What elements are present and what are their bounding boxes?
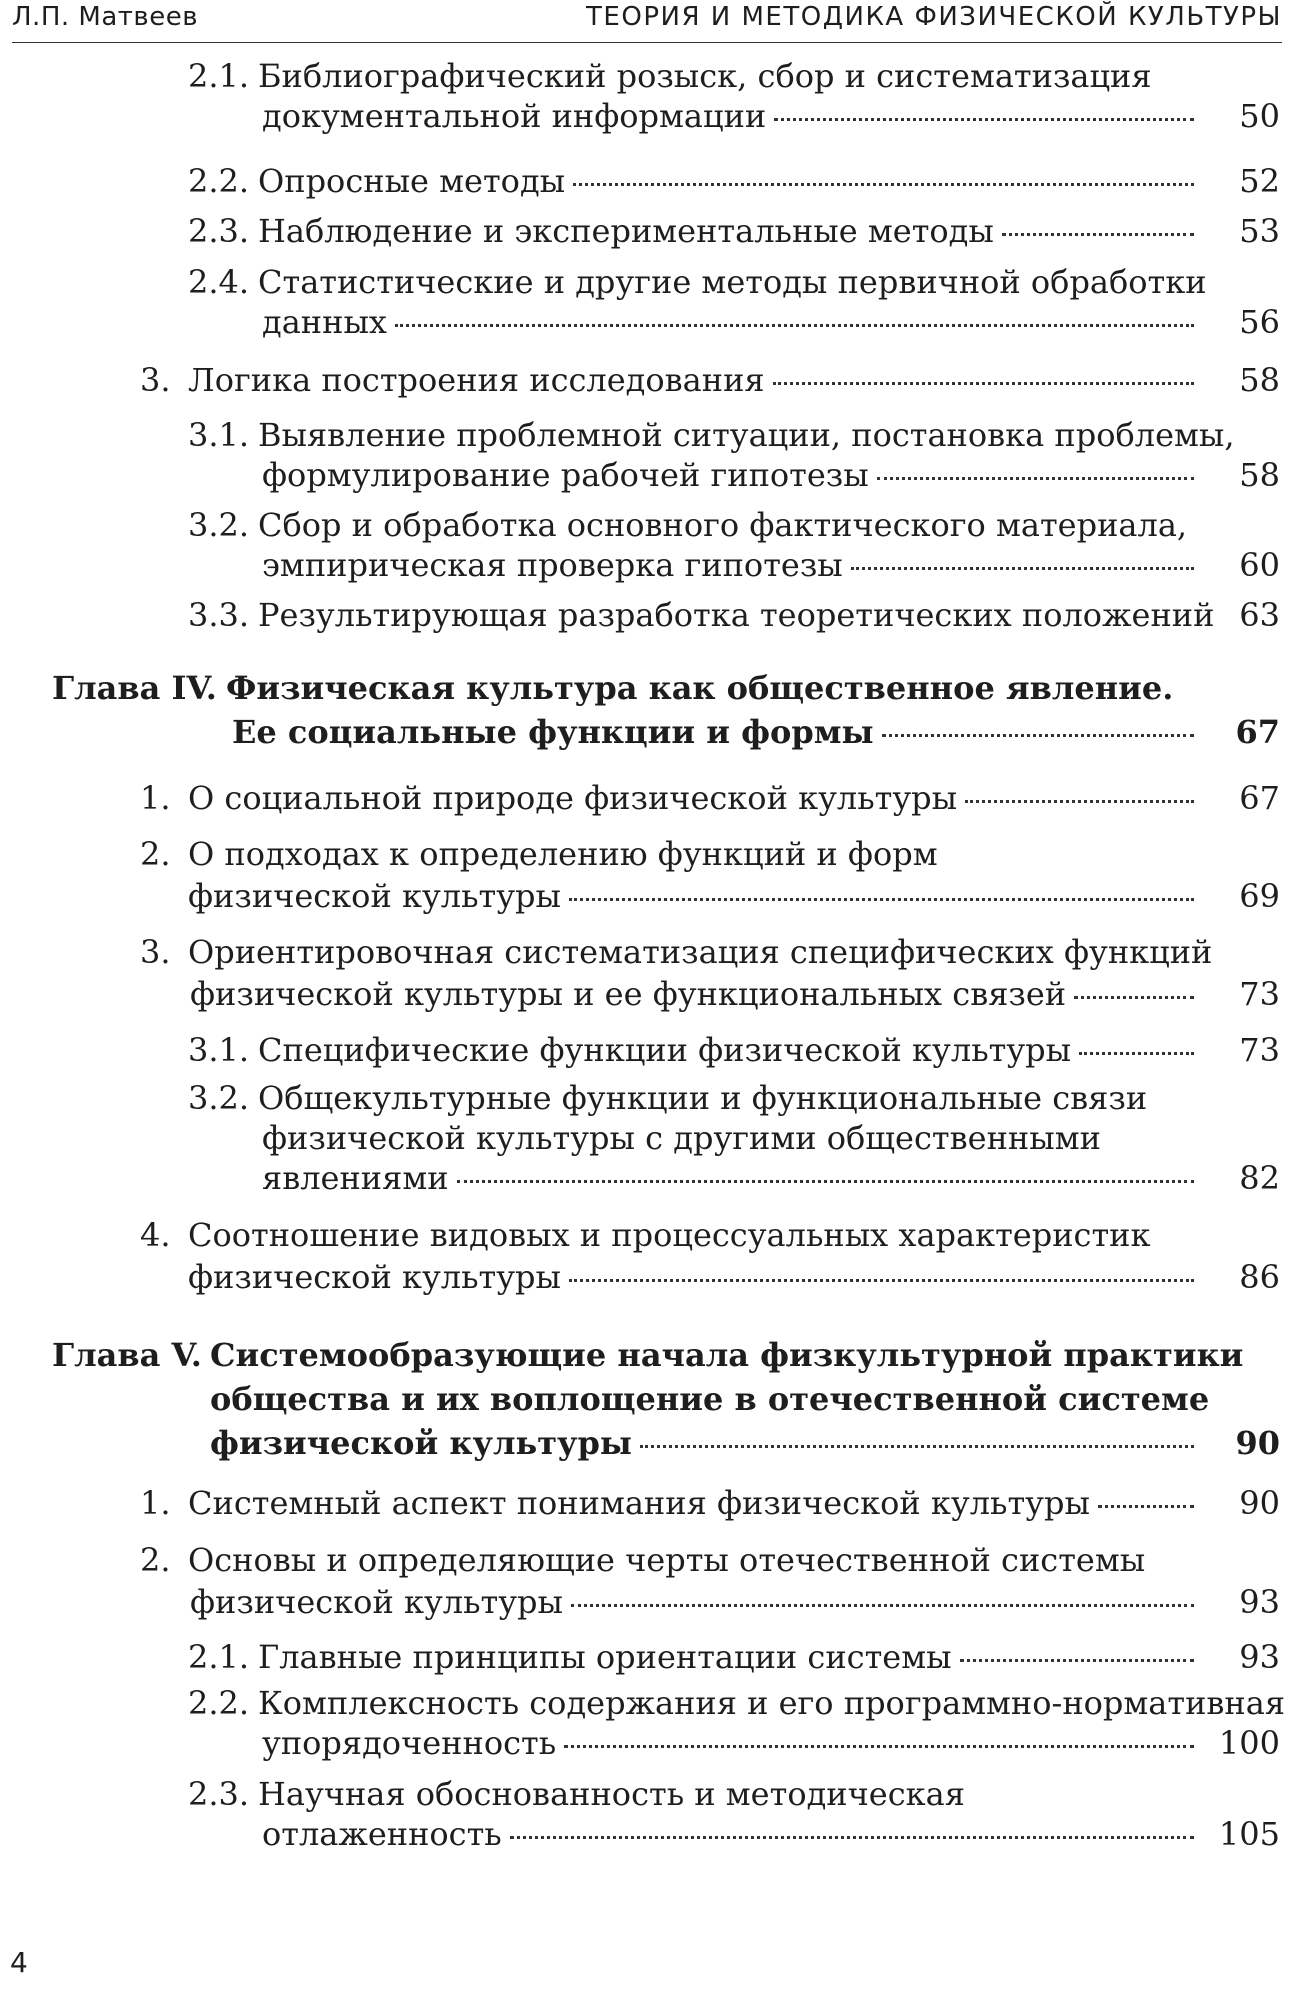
toc-entry-title-row	[258, 595, 1215, 635]
toc-page-number: 73	[1239, 975, 1280, 1013]
toc-entry-title-row	[258, 1637, 1200, 1677]
toc-entry-number: 2.	[140, 1541, 171, 1579]
toc-page-number: 90	[1235, 1424, 1280, 1462]
toc-entry-title-line: О подходах к определению функций и форм	[188, 835, 938, 873]
toc-page-number: 58	[1239, 456, 1280, 494]
toc-entry-number: 3.	[140, 361, 171, 399]
toc-entry-title-line: общества и их воплощение в отечественной системе	[210, 1380, 1210, 1418]
dot-leader	[640, 1445, 1194, 1448]
toc-page-number: 58	[1239, 361, 1280, 399]
dot-leader	[569, 1279, 1194, 1282]
toc-entry-title-line: Ориентировочная систематизация специфических функций	[188, 933, 1213, 971]
dot-leader	[877, 477, 1194, 480]
toc-entry-number: 3.	[140, 933, 171, 971]
toc-entry-number: 2.2.	[188, 1684, 250, 1722]
toc-entry-title-row	[188, 1257, 1200, 1297]
toc-entry-title-row	[258, 211, 1200, 251]
toc-page-number: 56	[1239, 303, 1280, 341]
dot-leader	[882, 734, 1194, 737]
toc-entry-title-line: Ее социальные функции и формы	[232, 713, 874, 751]
toc-entry-number: 2.1.	[188, 57, 250, 95]
toc-entry-title-line: данных	[262, 303, 387, 341]
toc-entry-title-row	[190, 1582, 1200, 1622]
toc-entry-title-line: Специфические функции физической культуры	[258, 1031, 1072, 1069]
toc-entry-title-row	[262, 1723, 1200, 1763]
toc-entry-title-row	[232, 712, 1200, 752]
toc-entry-title-line: Главные принципы ориентации системы	[258, 1638, 952, 1676]
toc-entry-number: 4.	[140, 1216, 171, 1254]
toc-entry-title-line: Соотношение видовых и процессуальных характеристик	[188, 1216, 1151, 1254]
dot-leader	[510, 1836, 1194, 1839]
toc-page-number: 86	[1239, 1258, 1280, 1296]
dot-leader	[564, 1745, 1194, 1748]
toc-entry-title-line: Сбор и обработка основного фактического материала,	[258, 506, 1188, 544]
dot-leader	[960, 1659, 1194, 1662]
toc-entry-title-row	[258, 1030, 1200, 1070]
toc-entry-title-row	[258, 161, 1200, 201]
dot-leader	[774, 118, 1194, 121]
toc-entry-title-row	[190, 974, 1200, 1014]
toc-entry-title-row	[210, 1423, 1200, 1463]
toc-page-number: 53	[1239, 212, 1280, 250]
toc-page-number: 60	[1239, 546, 1280, 584]
toc-entry-number: 1.	[140, 1484, 171, 1522]
toc-entry-title-row	[188, 1483, 1200, 1523]
toc-entry-title-line: эмпирическая проверка гипотезы	[262, 546, 843, 584]
toc-entry-number: 2.3.	[188, 1775, 250, 1813]
toc-page-number: 90	[1239, 1484, 1280, 1522]
toc-entry-title-line: Статистические и другие методы первичной обработки	[258, 263, 1207, 301]
toc-page-number: 100	[1218, 1724, 1280, 1762]
toc-page-number: 93	[1239, 1583, 1280, 1621]
toc-page-number: 67	[1239, 779, 1280, 817]
dot-leader	[395, 324, 1194, 327]
toc-entry-title-line: физической культуры	[210, 1424, 632, 1462]
dot-leader	[571, 1604, 1194, 1607]
running-header	[12, 0, 1282, 43]
dot-leader	[1079, 1052, 1194, 1055]
toc-entry-title-line: Результирующая разработка теоретических положений	[258, 596, 1215, 634]
toc-entry-title-line: физической культуры	[190, 1583, 563, 1621]
toc-page-number: 50	[1239, 97, 1280, 135]
toc-entry-title-row	[188, 360, 1200, 400]
toc-entry-title-line: Логика построения исследования	[188, 361, 765, 399]
dot-leader	[851, 567, 1194, 570]
toc-entry-title-line: Основы и определяющие черты отечественной системы	[188, 1541, 1146, 1579]
toc-entry-title-line: Системный аспект понимания физической культуры	[188, 1484, 1090, 1522]
toc-page-number: 93	[1239, 1638, 1280, 1676]
toc-page-number: 63	[1239, 596, 1280, 634]
toc-entry-title-line: документальной информации	[262, 97, 767, 135]
toc-entry-title-line: Общекультурные функции и функциональные связи	[258, 1079, 1148, 1117]
toc-entry-title-row	[188, 778, 1200, 818]
toc-entry-title-line: формулирование рабочей гипотезы	[262, 456, 869, 494]
header-book-title: ТЕОРИЯ И МЕТОДИКА ФИЗИЧЕСКОЙ КУЛЬТУРЫ	[586, 2, 1282, 32]
toc-entry-number: 2.3.	[188, 212, 250, 250]
toc-entry-number: 3.1.	[188, 1031, 250, 1069]
toc-entry-title-line: Системообразующие начала физкультурной практики	[210, 1336, 1244, 1374]
toc-entry-number: Глава IV.	[52, 669, 217, 707]
dot-leader	[965, 800, 1194, 803]
toc-entry-title-row	[262, 1814, 1200, 1854]
page-number: 4	[10, 1946, 28, 1979]
toc-entry-title-line: Опросные методы	[258, 162, 566, 200]
toc-entry-number: 3.1.	[188, 416, 250, 454]
toc-entry-title-line: явлениями	[262, 1159, 449, 1197]
toc-entry-number: 2.2.	[188, 162, 250, 200]
toc-entry-title-line: Физическая культура как общественное явление.	[226, 669, 1174, 707]
dot-leader	[1002, 233, 1194, 236]
dot-leader	[773, 382, 1194, 385]
toc-entry-title-line: Наблюдение и экспериментальные методы	[258, 212, 994, 250]
toc-entry-title-line: Библиографический розыск, сбор и систематизация	[258, 57, 1152, 95]
header-author: Л.П. Матвеев	[12, 2, 199, 32]
toc-entry-title-row	[262, 545, 1200, 585]
toc-page-number: 82	[1239, 1159, 1280, 1197]
dot-leader	[569, 898, 1194, 901]
toc-page-number: 67	[1235, 713, 1280, 751]
toc-entry-title-line: Научная обоснованность и методическая	[258, 1775, 965, 1813]
toc-entry-title-line: физической культуры с другими общественными	[262, 1119, 1101, 1157]
toc-entry-title-line: физической культуры	[188, 877, 561, 915]
toc-entry-number: Глава V.	[52, 1336, 202, 1374]
toc-entry-title-line: упорядоченность	[262, 1724, 557, 1762]
toc-entry-title-line: Комплексность содержания и его программно-нормативная	[258, 1684, 1286, 1722]
toc-entry-title-row	[188, 876, 1200, 916]
toc-entry-title-row	[262, 455, 1200, 495]
toc-entry-title-row	[262, 1158, 1200, 1198]
toc-entry-number: 1.	[140, 779, 171, 817]
toc-entry-number: 2.4.	[188, 263, 250, 301]
toc-entry-title-row	[262, 96, 1200, 136]
toc-entry-number: 2.1.	[188, 1638, 250, 1676]
toc-entry-number: 3.2.	[188, 1079, 250, 1117]
dot-leader	[1074, 996, 1194, 999]
toc-entry-title-row	[262, 302, 1200, 342]
toc-page-number: 105	[1218, 1815, 1280, 1853]
toc-entry-number: 2.	[140, 835, 171, 873]
dot-leader	[573, 183, 1194, 186]
toc-entry-number: 3.2.	[188, 506, 250, 544]
toc-page-number: 52	[1239, 162, 1280, 200]
toc-entry-title-line: О социальной природе физической культуры	[188, 779, 958, 817]
toc-entry-number: 3.3.	[188, 596, 250, 634]
toc-page-number: 73	[1239, 1031, 1280, 1069]
toc-entry-title-line: отлаженность	[262, 1815, 502, 1853]
toc-page-number: 69	[1239, 877, 1280, 915]
toc-entry-title-line: Выявление проблемной ситуации, постановка проблемы,	[258, 416, 1235, 454]
toc-entry-title-line: физической культуры	[188, 1258, 561, 1296]
toc-entry-title-line: физической культуры и ее функциональных связей	[190, 975, 1067, 1013]
dot-leader	[457, 1180, 1194, 1183]
dot-leader	[1098, 1505, 1194, 1508]
